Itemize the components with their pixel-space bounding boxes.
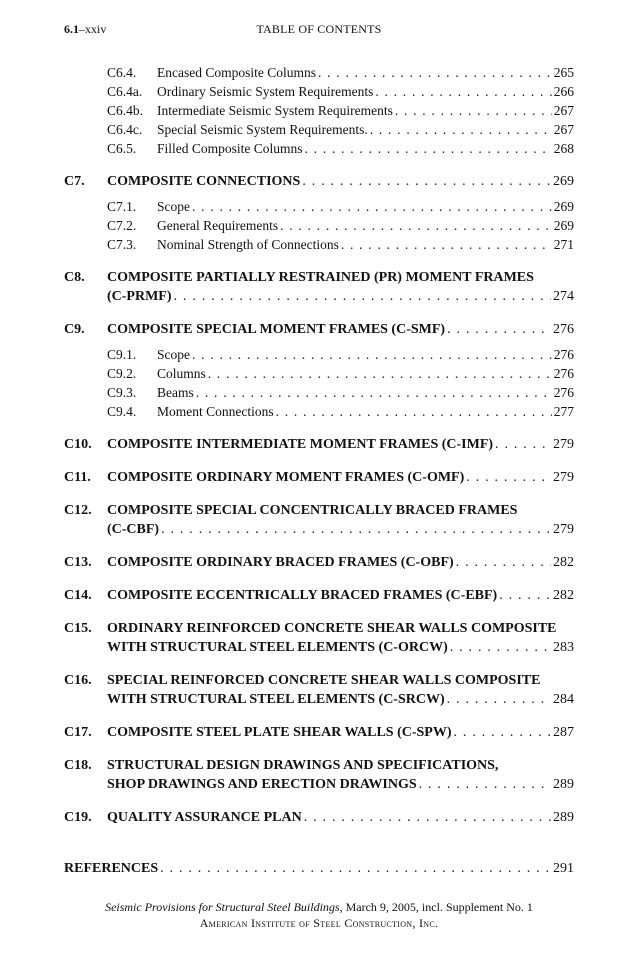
toc-title: SPECIAL REINFORCED CONCRETE SHEAR WALLS COMPOSITE — [107, 673, 541, 688]
toc-page-number: 282 — [553, 555, 574, 570]
toc-entry — [64, 723, 574, 742]
dot-leader — [305, 139, 552, 158]
toc-entry — [64, 808, 574, 827]
dot-leader — [395, 101, 552, 120]
dot-leader — [499, 586, 551, 605]
toc-page-number: 268 — [553, 141, 574, 156]
toc-section-number: C6.4. — [107, 65, 137, 80]
toc-section-number: C17. — [64, 725, 92, 740]
toc-entry — [64, 216, 574, 235]
toc-page-number: 267 — [553, 103, 574, 118]
toc-entry — [64, 63, 574, 82]
toc-page-number: 289 — [553, 810, 574, 825]
toc-entry — [64, 859, 574, 878]
toc-page-number: 291 — [553, 861, 574, 876]
toc-section-number: C13. — [64, 555, 92, 570]
toc-entry — [64, 345, 574, 364]
dot-leader — [447, 320, 551, 339]
toc-title: Encased Composite Columns — [157, 65, 316, 80]
page-number-prefix: 6.1 — [64, 22, 79, 36]
toc-page-number: 283 — [553, 640, 574, 655]
dot-leader — [302, 172, 551, 191]
dot-leader — [454, 723, 551, 742]
toc-page-number: 289 — [553, 777, 574, 792]
toc-title: (C-PRMF) — [107, 289, 172, 304]
page-number-roman: –xxiv — [79, 22, 107, 36]
dot-leader — [419, 775, 551, 794]
toc-title: COMPOSITE SPECIAL MOMENT FRAMES (C-SMF) — [107, 322, 446, 337]
toc-page-number: 279 — [553, 470, 574, 485]
dot-leader — [196, 383, 552, 402]
toc-section-number: C15. — [64, 621, 92, 636]
toc-entry — [64, 468, 574, 487]
toc-page-number: 269 — [553, 218, 574, 233]
dot-leader — [208, 364, 552, 383]
dot-leader — [375, 82, 551, 101]
toc-title: COMPOSITE PARTIALLY RESTRAINED (PR) MOMENT FRAMES — [107, 270, 534, 285]
toc-title: Scope — [157, 199, 190, 214]
dot-leader — [304, 808, 551, 827]
toc-page-number: 277 — [553, 404, 574, 419]
toc-page-number: 282 — [553, 588, 574, 603]
toc-page-number: 284 — [553, 692, 574, 707]
toc-page-number: 279 — [553, 437, 574, 452]
toc-page-number: 269 — [553, 199, 574, 214]
toc-section-number: C14. — [64, 588, 92, 603]
toc-page-number: 276 — [553, 347, 574, 362]
dot-leader — [450, 638, 551, 657]
toc-page-number: 265 — [553, 65, 574, 80]
table-of-contents — [64, 63, 574, 878]
toc-entry — [64, 268, 574, 306]
toc-title: QUALITY ASSURANCE PLAN — [107, 810, 302, 825]
toc-section-number: C11. — [64, 470, 91, 485]
toc-entry — [64, 197, 574, 216]
footer-citation-title: Seismic Provisions for Structural Steel Buildings — [105, 900, 340, 914]
toc-entry — [64, 383, 574, 402]
toc-title: WITH STRUCTURAL STEEL ELEMENTS (C-SRCW) — [107, 692, 445, 707]
toc-section-number: C9.1. — [107, 347, 137, 362]
dot-leader — [276, 402, 552, 421]
toc-section-number: C8. — [64, 270, 85, 285]
toc-section-number: C7.2. — [107, 218, 137, 233]
toc-title: Nominal Strength of Connections — [157, 237, 339, 252]
toc-entry — [64, 320, 574, 339]
toc-title: STRUCTURAL DESIGN DRAWINGS AND SPECIFICATIONS, — [107, 758, 499, 773]
toc-section-number: C7.1. — [107, 199, 137, 214]
toc-title: (C-CBF) — [107, 522, 160, 537]
toc-section-number: C6.4a. — [107, 84, 143, 99]
toc-title: Filled Composite Columns — [157, 141, 303, 156]
dot-leader — [370, 120, 552, 139]
dot-leader — [174, 287, 551, 306]
toc-entry — [64, 756, 574, 794]
toc-title: Ordinary Seismic System Requirements — [157, 84, 374, 99]
toc-title: Moment Connections — [157, 404, 274, 419]
dot-leader — [456, 553, 551, 572]
toc-entry — [64, 435, 574, 454]
dot-leader — [318, 63, 552, 82]
toc-entry — [64, 619, 574, 657]
toc-page-number: 267 — [553, 122, 574, 137]
footer-citation — [0, 899, 638, 915]
toc-page-number: 276 — [553, 385, 574, 400]
toc-title: COMPOSITE ORDINARY MOMENT FRAMES (C-OMF) — [107, 470, 465, 485]
toc-section-number: C6.5. — [107, 141, 137, 156]
toc-entry — [64, 235, 574, 254]
toc-entry — [64, 553, 574, 572]
toc-page-number: 274 — [553, 289, 574, 304]
footer-citation-date: , March 9, 2005, incl. Supplement No. 1 — [339, 900, 533, 914]
dot-leader — [280, 216, 552, 235]
toc-title: COMPOSITE SPECIAL CONCENTRICALLY BRACED FRAMES — [107, 503, 518, 518]
toc-title: SHOP DRAWINGS AND ERECTION DRAWINGS — [107, 777, 417, 792]
toc-title: Special Seismic System Requirements. — [157, 122, 368, 137]
toc-page-number: 271 — [553, 237, 574, 252]
toc-entry — [64, 101, 574, 120]
toc-title: WITH STRUCTURAL STEEL ELEMENTS (C-ORCW) — [107, 640, 448, 655]
toc-section-number: C9.3. — [107, 385, 137, 400]
toc-title: Beams — [157, 385, 194, 400]
dot-leader — [192, 197, 552, 216]
toc-section-number: C19. — [64, 810, 92, 825]
toc-title: REFERENCES — [64, 861, 159, 876]
toc-entry — [64, 172, 574, 191]
toc-title: COMPOSITE ECCENTRICALLY BRACED FRAMES (C-EBF) — [107, 588, 498, 603]
toc-entry — [64, 364, 574, 383]
toc-entry — [64, 501, 574, 539]
toc-page-number: 276 — [553, 366, 574, 381]
page-header — [64, 22, 574, 40]
toc-entry — [64, 82, 574, 101]
toc-section-number: C9. — [64, 322, 85, 337]
toc-title: Scope — [157, 347, 190, 362]
toc-section-number: C9.2. — [107, 366, 137, 381]
running-title: TABLE OF CONTENTS — [256, 22, 382, 36]
dot-leader — [466, 468, 551, 487]
toc-section-number: C7. — [64, 174, 85, 189]
toc-title: COMPOSITE ORDINARY BRACED FRAMES (C-OBF) — [107, 555, 454, 570]
toc-page-number: 279 — [553, 522, 574, 537]
toc-title: Columns — [157, 366, 206, 381]
toc-title: General Requirements — [157, 218, 279, 233]
toc-section-number: C7.3. — [107, 237, 137, 252]
footer-publisher: American Institute of Steel Construction, Inc. — [199, 916, 439, 930]
toc-page-number: 276 — [553, 322, 574, 337]
toc-entry — [64, 402, 574, 421]
toc-section-number: C10. — [64, 437, 92, 452]
dot-leader — [160, 859, 551, 878]
toc-entry — [64, 671, 574, 709]
toc-entry — [64, 586, 574, 605]
toc-page-number: 269 — [553, 174, 574, 189]
toc-entry — [64, 139, 574, 158]
page-footer — [0, 899, 638, 931]
toc-entry — [64, 120, 574, 139]
toc-title: COMPOSITE STEEL PLATE SHEAR WALLS (C-SPW) — [107, 725, 452, 740]
toc-title: COMPOSITE INTERMEDIATE MOMENT FRAMES (C-IMF) — [107, 437, 494, 452]
toc-page-number: 266 — [553, 84, 574, 99]
toc-section-number: C16. — [64, 673, 92, 688]
toc-title: COMPOSITE CONNECTIONS — [107, 174, 301, 189]
toc-section-number: C9.4. — [107, 404, 137, 419]
dot-leader — [192, 345, 552, 364]
dot-leader — [161, 520, 551, 539]
toc-page-number: 287 — [553, 725, 574, 740]
dot-leader — [447, 690, 551, 709]
dot-leader — [341, 235, 552, 254]
dot-leader — [495, 435, 551, 454]
toc-section-number: C12. — [64, 503, 92, 518]
toc-title: ORDINARY REINFORCED CONCRETE SHEAR WALLS COMPOSITE — [107, 621, 557, 636]
toc-title: Intermediate Seismic System Requirements — [157, 103, 393, 118]
toc-section-number: C6.4b. — [107, 103, 144, 118]
toc-section-number: C18. — [64, 758, 92, 773]
toc-section-number: C6.4c. — [107, 122, 143, 137]
